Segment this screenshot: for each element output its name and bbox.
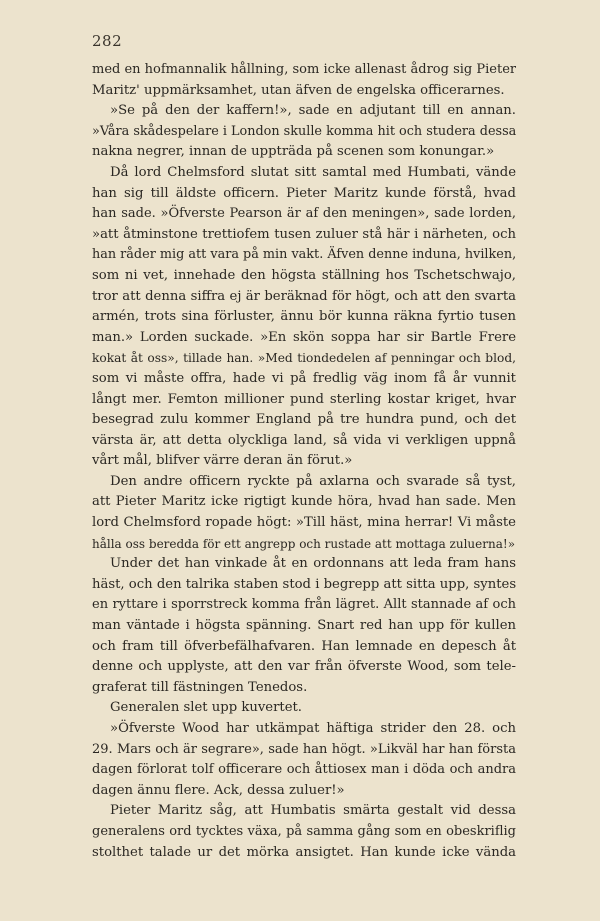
text-line: hålla oss beredda för ett angrepp och rustade att mottaga zuluerna!»: [92, 536, 516, 551]
text-line: Under det han vinkade åt en ordonnans att leda fram hans: [110, 556, 516, 572]
text-line: att Pieter Maritz icke rigtigt kunde höra, hvad han sade. Men: [92, 494, 516, 510]
text-line: kokat åt oss», tillade han. »Med tiondedelen af penningar och blod,: [92, 351, 516, 366]
text-line: som vi måste offra, hade vi på fredlig väg inom få år vunnit: [92, 370, 516, 386]
text-line: långt mer. Femton millioner pund sterling kostar kriget, hvar: [92, 391, 516, 407]
page-number: 282: [92, 32, 123, 50]
text-line: besegrad zulu kommer England på tre hundra pund, och det: [92, 412, 516, 428]
text-line: armén, trots sina förluster, ännu bör kunna räkna fyrtio tusen: [92, 309, 516, 325]
text-line: med en hofmannalik hållning, som icke allenast ådrog sig Pieter: [92, 62, 516, 77]
text-line: han råder mig att vara på min vakt. Äfven denne induna, hvilken,: [92, 247, 516, 263]
body-text: [92, 60, 516, 863]
text-line: som ni vet, innehade den högsta ställning hos Tschetschwajo,: [92, 267, 516, 283]
text-line: värsta är, att detta olyckliga land, så vida vi verkligen uppnå: [92, 432, 516, 448]
text-line: Då lord Chelmsford slutat sitt samtal med Humbati, vände: [110, 164, 516, 180]
text-line: »att åtminstone trettiofem tusen zuluer stå här i närheten, och: [92, 226, 516, 242]
text-line: Generalen slet upp kuvertet.: [110, 700, 302, 716]
text-line: generalens ord tycktes växa, på samma gång som en obeskriflig: [92, 823, 516, 839]
text-line: 29. Mars och är segrare», sade han högt. »Likväl har han första: [92, 741, 516, 757]
text-line: dagen ännu flere. Ack, dessa zuluer!»: [92, 782, 345, 798]
text-line: dagen förlorat tolf officerare och åttiosex man i döda och andra: [92, 762, 516, 778]
text-line: Maritz' uppmärksamhet, utan äfven de engelska officerarnes.: [92, 82, 505, 98]
text-line: han sade. »Öfverste Pearson är af den meningen», sade lorden,: [92, 206, 516, 222]
text-line: Pieter Maritz såg, att Humbatis smärta gestalt vid dessa: [110, 803, 516, 819]
text-line: stolthet talade ur det mörka ansigtet. Han kunde icke vända: [92, 844, 516, 860]
text-line: man.» Lorden suckade. »En skön soppa har sir Bartle Frere: [92, 329, 516, 345]
text-line: och fram till öfverbefälhafvaren. Han lemnade en depesch åt: [92, 638, 516, 654]
text-line: Den andre officern ryckte på axlarna och svarade så tyst,: [110, 473, 516, 489]
text-line: lord Chelmsford ropade högt: »Till häst, mina herrar! Vi måste: [92, 515, 516, 531]
text-line: »Öfverste Wood har utkämpat häftiga strider den 28. och: [110, 721, 516, 736]
text-line: man väntade i högsta spänning. Snart red han upp för kullen: [92, 618, 516, 634]
text-line: nakna negrer, innan de uppträda på scenen som konungar.»: [92, 144, 495, 160]
text-line: »Se på den der kaffern!», sade en adjutant till en annan.: [110, 103, 516, 119]
text-line: han sig till äldste officern. Pieter Maritz kunde förstå, hvad: [92, 185, 516, 201]
text-line: häst, och den talrika staben stod i begrepp att sitta upp, syntes: [92, 576, 516, 592]
text-line: en ryttare i sporrstreck komma från lägret. Allt stannade af och: [92, 597, 516, 613]
text-line: graferat till fästningen Tenedos.: [92, 679, 308, 695]
text-line: denne och upplyste, att den var från öfverste Wood, som tele-: [92, 659, 516, 675]
text-line: »Våra skådespelare i London skulle komma hit och studera dessa: [92, 123, 516, 139]
text-line: vårt mål, blifver värre deran än förut.»: [92, 453, 353, 469]
text-line: tror att denna siffra ej är beräknad för högt, och att den svarta: [92, 288, 516, 304]
